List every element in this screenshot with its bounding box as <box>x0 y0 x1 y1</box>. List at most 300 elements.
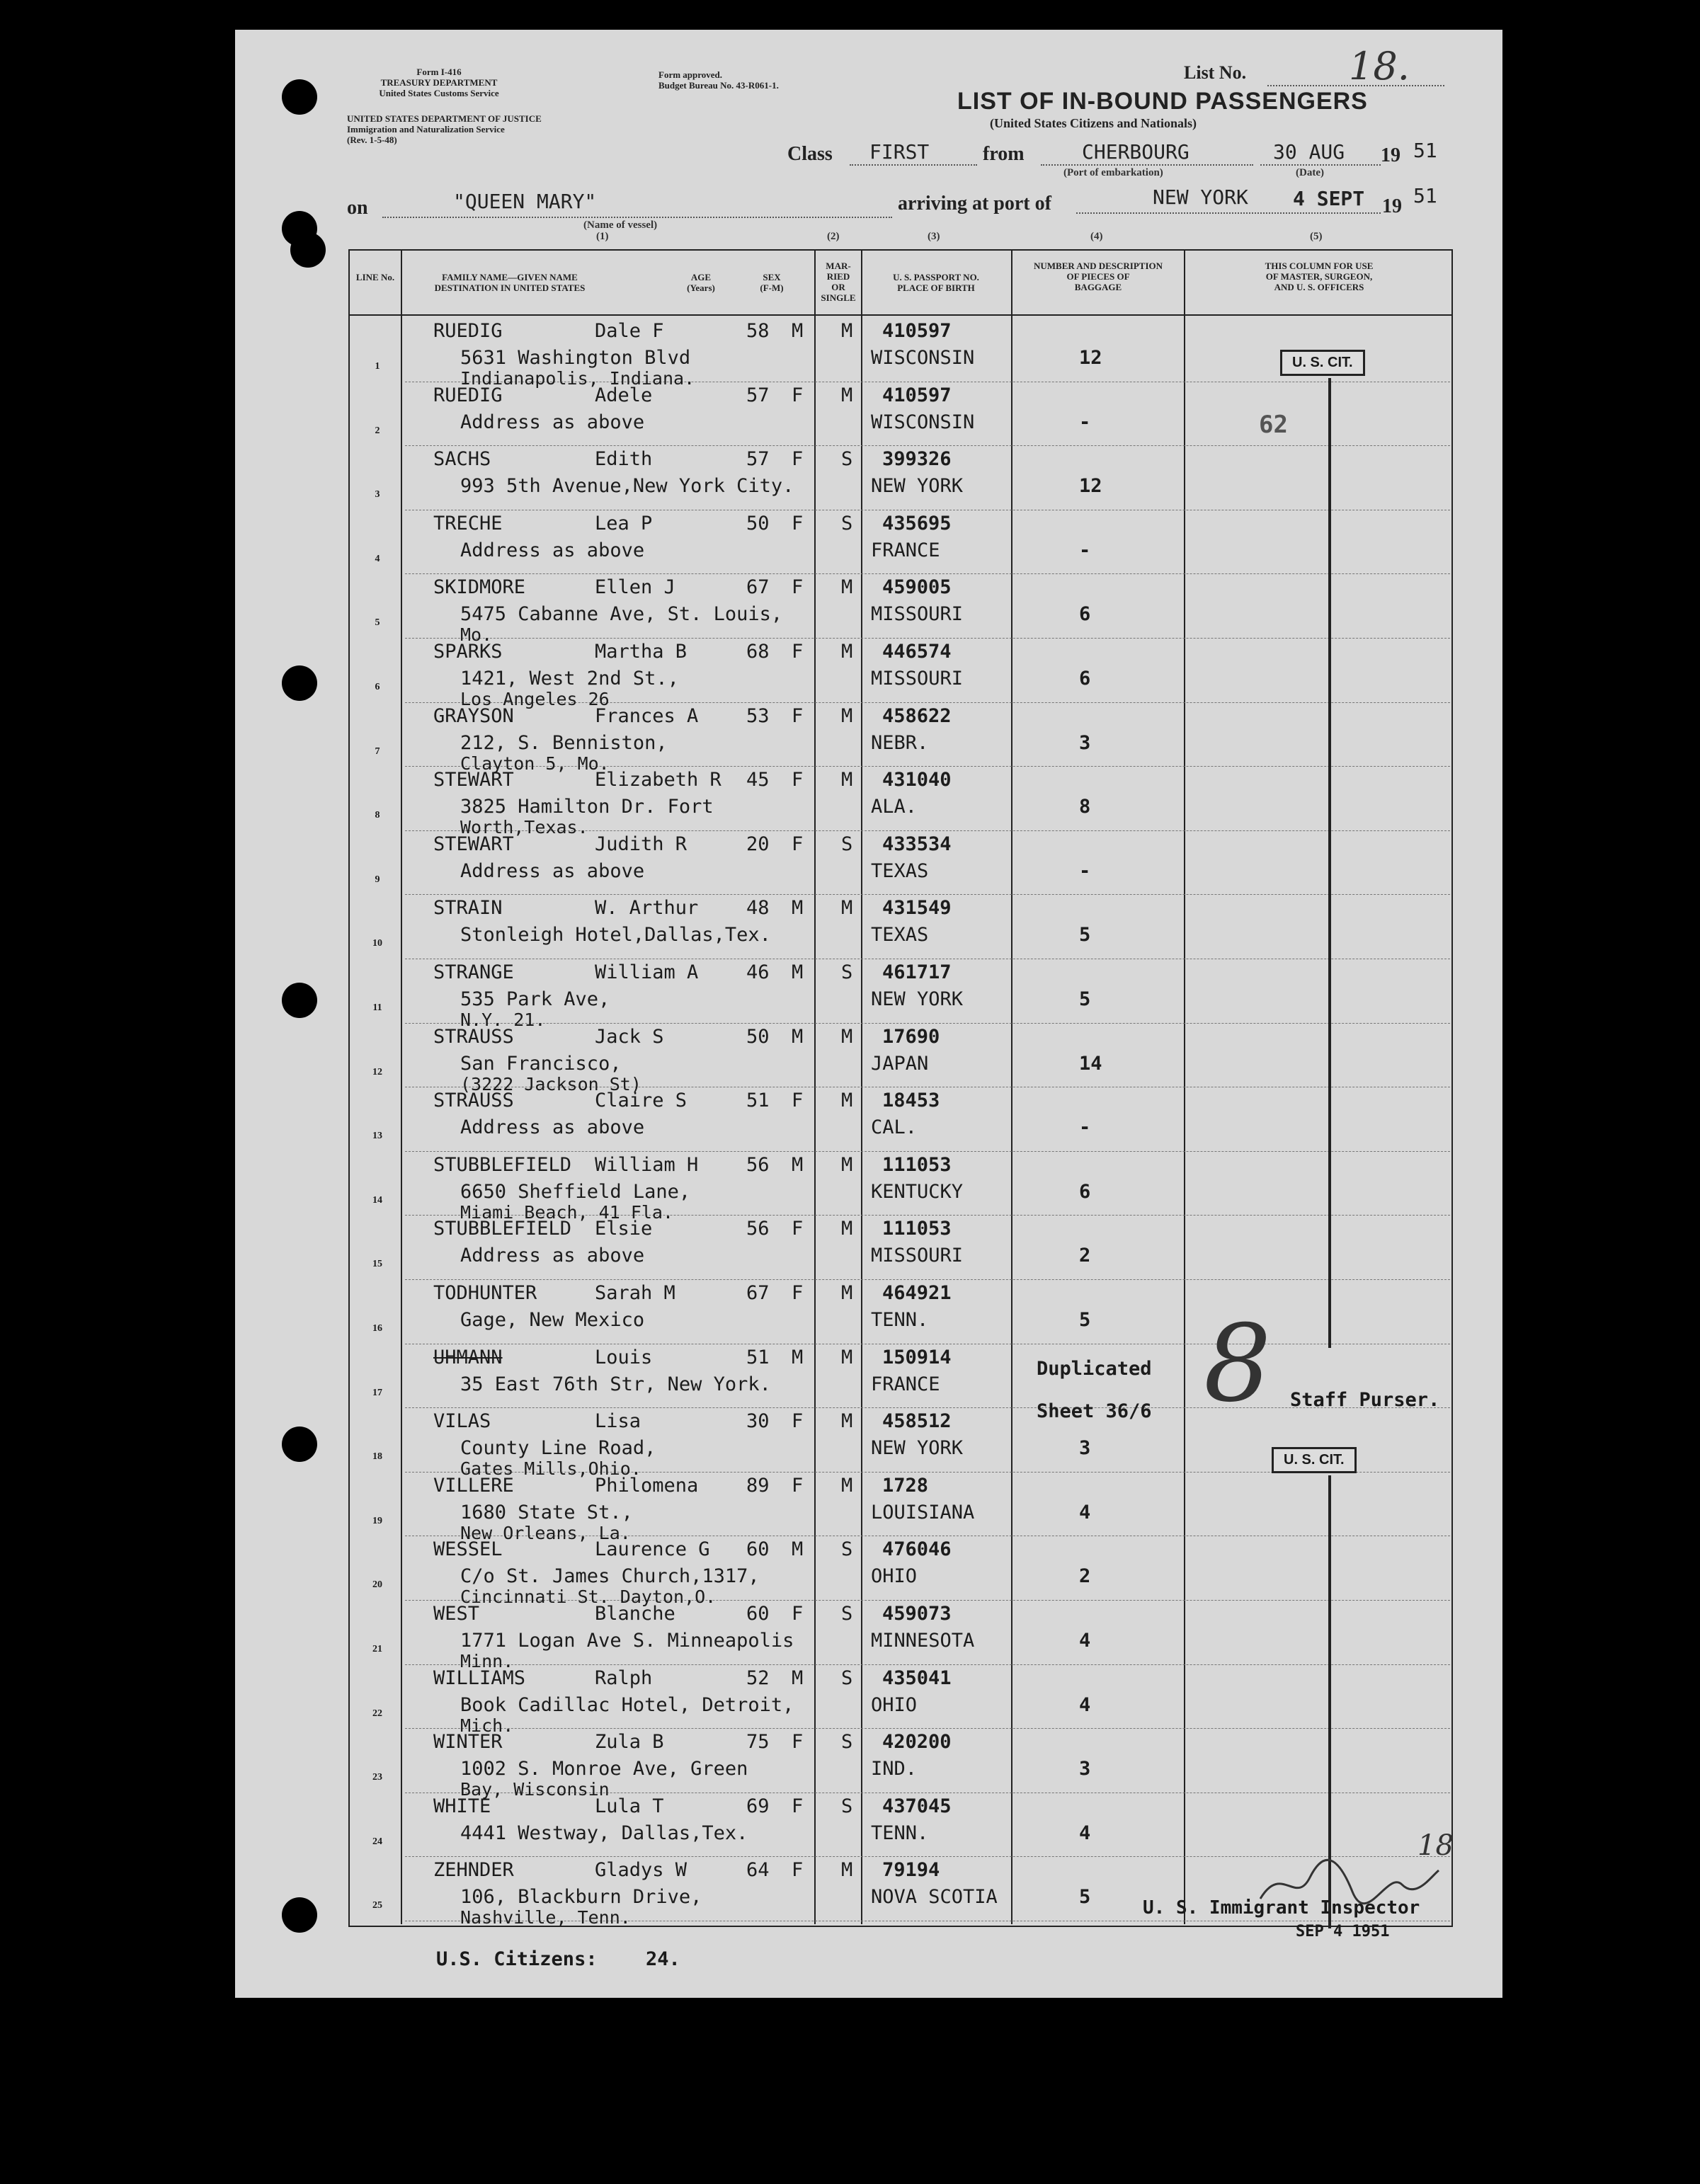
address-line-1: 106, Blackburn Drive, <box>460 1886 702 1909</box>
line-number: 24 <box>372 1836 382 1847</box>
family-name: TODHUNTER <box>433 1282 537 1304</box>
departure-year: 51 <box>1413 139 1437 162</box>
place-of-birth: NEW YORK <box>871 988 964 1010</box>
age: 69 <box>746 1795 770 1817</box>
address-line-2: Miami Beach, 41 Fla. <box>460 1201 674 1223</box>
given-name: Claire S <box>595 1090 688 1112</box>
departure-date: 30 AUG <box>1273 140 1345 164</box>
place-of-birth: OHIO <box>871 1565 918 1588</box>
marital-status: S <box>841 833 853 855</box>
given-name: Dale F <box>595 320 664 342</box>
year-prefix-arrival: 19 <box>1382 195 1402 217</box>
arriving-label: arriving at port of <box>898 193 1051 215</box>
line-number: 5 <box>375 617 380 629</box>
baggage-count: 5 <box>1079 1886 1091 1909</box>
marital-status: S <box>841 512 853 534</box>
sex: M <box>792 1153 804 1176</box>
baggage-count: - <box>1079 1116 1091 1139</box>
place-of-birth: CAL. <box>871 1116 918 1139</box>
given-name: Adele <box>595 384 653 406</box>
form-id-block <box>368 67 510 98</box>
sex: F <box>792 576 804 599</box>
col-num-3: (3) <box>928 231 940 242</box>
address-line-2: Indianapolis, Indiana. <box>460 368 695 389</box>
age: 75 <box>746 1731 770 1754</box>
arrival-year: 51 <box>1413 184 1437 207</box>
class-label: Class <box>787 143 833 165</box>
citizens-count: 24. <box>646 1948 680 1970</box>
customs-service: United States Customs Service <box>379 88 499 98</box>
inspector-label: U. S. Immigrant Inspector <box>1143 1897 1420 1919</box>
baggage-count: 6 <box>1079 603 1091 626</box>
marital-status: M <box>841 704 853 727</box>
col-header-passport: U. S. PASSPORT NO. PLACE OF BIRTH <box>893 272 979 293</box>
given-name: W. Arthur <box>595 897 699 920</box>
marital-status: S <box>841 1731 853 1754</box>
address-line-1: Stonleigh Hotel,Dallas,Tex. <box>460 924 771 947</box>
line-number: 3 <box>375 489 380 501</box>
passport-number: 458512 <box>882 1410 952 1433</box>
family-name: VILAS <box>433 1410 491 1433</box>
family-name: STRAIN <box>433 897 503 920</box>
line-number: 7 <box>375 745 380 757</box>
given-name: William A <box>595 961 699 983</box>
line-number: 18 <box>372 1451 382 1463</box>
given-name: Zula B <box>595 1731 664 1754</box>
baggage-count: 4 <box>1079 1693 1091 1716</box>
passport-number: 435041 <box>882 1666 952 1689</box>
address-line-1: 1771 Logan Ave S. Minneapolis <box>460 1630 794 1652</box>
age: 53 <box>746 704 770 727</box>
family-name: WEST <box>433 1603 480 1625</box>
date-caption: (Date) <box>1296 167 1324 178</box>
line-number: 1 <box>375 361 380 372</box>
address-line-1: 1002 S. Monroe Ave, Green <box>460 1758 748 1780</box>
given-name: Edith <box>595 448 653 471</box>
table-row <box>405 638 1450 639</box>
sex: M <box>792 1025 804 1048</box>
line-number: 21 <box>372 1644 382 1654</box>
place-of-birth: MISSOURI <box>871 668 964 690</box>
table-row <box>405 573 1450 574</box>
address-line-1: 1680 State St., <box>460 1501 633 1523</box>
marital-status: M <box>841 1474 853 1497</box>
address-line-1: 535 Park Ave, <box>460 988 610 1010</box>
baggage-count: 14 <box>1079 1052 1102 1075</box>
family-name: WHITE <box>433 1795 491 1817</box>
passport-number: 446574 <box>882 641 952 663</box>
family-name: SACHS <box>433 448 491 471</box>
place-of-birth: IND. <box>871 1758 918 1780</box>
revision: (Rev. 1-5-48) <box>347 135 397 145</box>
marital-status: M <box>841 1859 853 1882</box>
family-name: TRECHE <box>433 512 503 534</box>
family-name: ZEHNDER <box>433 1859 514 1882</box>
baggage-count: 5 <box>1079 988 1091 1010</box>
sex: F <box>792 1090 804 1112</box>
vessel-caption: (Name of vessel) <box>583 219 658 231</box>
given-name: Jack S <box>595 1025 664 1048</box>
marital-status: M <box>841 576 853 599</box>
passport-number: 410597 <box>882 384 952 406</box>
place-of-birth: JAPAN <box>871 1052 929 1075</box>
line-number: 10 <box>372 938 382 949</box>
passport-number: 431549 <box>882 897 952 920</box>
address-line-1: Address as above <box>460 1245 645 1267</box>
punch-hole <box>282 983 317 1018</box>
family-name: RUEDIG <box>433 384 503 406</box>
table-row <box>405 1664 1450 1665</box>
line-number: 9 <box>375 874 380 885</box>
line-number: 4 <box>375 553 380 564</box>
sex: F <box>792 833 804 855</box>
baggage-count: 8 <box>1079 796 1091 818</box>
baggage-count: 6 <box>1079 1180 1091 1203</box>
arrival-date: 4 SEPT <box>1293 187 1365 210</box>
address-line-2: (3222 Jackson St) <box>460 1073 641 1094</box>
sex: M <box>792 961 804 983</box>
place-of-birth: KENTUCKY <box>871 1180 964 1203</box>
line-number: 19 <box>372 1515 382 1526</box>
line-number: 13 <box>372 1131 382 1142</box>
col-num-1: (1) <box>596 231 609 242</box>
given-name: Judith R <box>595 833 688 855</box>
age: 20 <box>746 833 770 855</box>
age: 51 <box>746 1346 770 1368</box>
punch-hole <box>282 1427 317 1462</box>
given-name: Lula T <box>595 1795 664 1817</box>
marital-status: M <box>841 1153 853 1176</box>
inspector-signature <box>1253 1849 1444 1913</box>
marital-status: M <box>841 1346 853 1368</box>
family-name: VILLERE <box>433 1474 514 1497</box>
count-62: 62 <box>1259 411 1288 439</box>
baggage-count: 3 <box>1079 1758 1091 1780</box>
marital-status: S <box>841 1603 853 1625</box>
family-name: RUEDIG <box>433 320 503 342</box>
place-of-birth: TEXAS <box>871 859 929 882</box>
inspector-date: SEP 4 1951 <box>1296 1923 1390 1940</box>
passport-number: 420200 <box>882 1731 952 1754</box>
given-name: Lisa <box>595 1410 641 1433</box>
address-line-1: 1421, West 2nd St., <box>460 668 679 690</box>
col-header-baggage: NUMBER AND DESCRIPTION OF PIECES OF BAGGAGE <box>1033 261 1163 292</box>
passport-number: 17690 <box>882 1025 940 1048</box>
place-of-birth: TENN. <box>871 1822 929 1844</box>
marital-status: M <box>841 897 853 920</box>
age: 50 <box>746 1025 770 1048</box>
passport-number: 18453 <box>882 1090 940 1112</box>
age: 30 <box>746 1410 770 1433</box>
passport-number: 437045 <box>882 1795 952 1817</box>
ins-service: Immigration and Naturalization Service <box>347 124 505 135</box>
address-line-2: New Orleans, La. <box>460 1522 631 1543</box>
family-name: STRANGE <box>433 961 514 983</box>
given-name: Martha B <box>595 641 688 663</box>
place-of-birth: MINNESOTA <box>871 1630 975 1652</box>
col-header-married: MAR- RIED OR SINGLE <box>821 261 856 303</box>
sex: F <box>792 1218 804 1240</box>
place-of-birth: WISCONSIN <box>871 411 975 433</box>
address-line-1: 6650 Sheffield Lane, <box>460 1180 691 1203</box>
baggage-count: - <box>1079 539 1091 561</box>
baggage-count: - <box>1079 859 1091 882</box>
address-line-1: Address as above <box>460 1116 645 1139</box>
line-number: 22 <box>372 1708 382 1719</box>
family-name: STUBBLEFIELD <box>433 1153 572 1176</box>
passport-number: 435695 <box>882 512 952 534</box>
marital-status: M <box>841 769 853 791</box>
address-line-2: Minn. <box>460 1651 514 1671</box>
family-name: STEWART <box>433 769 514 791</box>
line-number: 23 <box>372 1772 382 1783</box>
age: 68 <box>746 641 770 663</box>
address-line-1: San Francisco, <box>460 1052 622 1075</box>
age: 57 <box>746 448 770 471</box>
age: 64 <box>746 1859 770 1882</box>
sex: F <box>792 1474 804 1497</box>
col-num-2: (2) <box>827 231 840 242</box>
passport-number: 459005 <box>882 576 952 599</box>
passport-number: 459073 <box>882 1603 952 1625</box>
punch-hole <box>282 665 317 701</box>
approval-block <box>658 69 779 91</box>
age: 56 <box>746 1218 770 1240</box>
marital-status: M <box>841 641 853 663</box>
family-name: WILLIAMS <box>433 1666 526 1689</box>
age: 60 <box>746 1603 770 1625</box>
sex: F <box>792 704 804 727</box>
family-name: STEWART <box>433 833 514 855</box>
sex: F <box>792 384 804 406</box>
citizens-label: U.S. Citizens: <box>436 1948 598 1970</box>
col-num-5: (5) <box>1310 231 1323 242</box>
sex: F <box>792 1410 804 1433</box>
punch-hole <box>290 232 326 268</box>
passport-number: 1728 <box>882 1474 929 1497</box>
marital-status: M <box>841 1282 853 1304</box>
sex: M <box>792 897 804 920</box>
given-name: Gladys W <box>595 1859 688 1882</box>
baggage-count: 12 <box>1079 475 1102 498</box>
line-number: 6 <box>375 682 380 692</box>
family-name: STRAUSS <box>433 1090 514 1112</box>
passport-number: 79194 <box>882 1859 940 1882</box>
age: 45 <box>746 769 770 791</box>
place-of-birth: TENN. <box>871 1309 929 1331</box>
justice-block <box>347 113 658 145</box>
age: 50 <box>746 512 770 534</box>
passport-number: 461717 <box>882 961 952 983</box>
marital-status: S <box>841 1666 853 1689</box>
place-of-birth: OHIO <box>871 1693 918 1716</box>
marital-status: M <box>841 1410 853 1433</box>
passport-number: 111053 <box>882 1153 952 1176</box>
line-number: 25 <box>372 1900 382 1911</box>
address-line-1: 212, S. Benniston, <box>460 731 668 754</box>
address-line-1: Gage, New Mexico <box>460 1309 645 1331</box>
address-line-2: Gates Mills,Ohio. <box>460 1458 641 1480</box>
place-of-birth: NOVA SCOTIA <box>871 1886 998 1909</box>
passport-number: 410597 <box>882 320 952 342</box>
place-of-birth: MISSOURI <box>871 1245 964 1267</box>
table-row <box>405 1151 1450 1152</box>
marital-status: M <box>841 1218 853 1240</box>
family-name: GRAYSON <box>433 704 514 727</box>
passport-number: 476046 <box>882 1538 952 1561</box>
address-line-2: Bay, Wisconsin <box>460 1779 610 1800</box>
sex: F <box>792 1795 804 1817</box>
sex: M <box>792 1538 804 1561</box>
address-line-2: Worth,Texas. <box>460 817 588 838</box>
family-name: SKIDMORE <box>433 576 526 599</box>
handwritten-8: 8 <box>1204 1303 1272 1426</box>
line-number: 11 <box>372 1002 382 1013</box>
address-line-1: Book Cadillac Hotel, Detroit, <box>460 1693 794 1716</box>
given-name: Louis <box>595 1346 653 1368</box>
budget-bureau: Budget Bureau No. 43-R061-1. <box>658 80 779 91</box>
address-line-2: Los Angeles 26 <box>460 689 610 709</box>
age: 52 <box>746 1666 770 1689</box>
baggage-count: 3 <box>1079 1437 1091 1460</box>
col-header-name: FAMILY NAME—GIVEN NAME DESTINATION IN UNITED STATES <box>434 272 586 293</box>
line-number: 2 <box>375 425 380 436</box>
sex: M <box>792 1666 804 1689</box>
baggage-count: 4 <box>1079 1822 1091 1844</box>
given-name: Blanche <box>595 1603 675 1625</box>
address-line-1: Address as above <box>460 539 645 561</box>
age: 56 <box>746 1153 770 1176</box>
address-line-1: Address as above <box>460 411 645 433</box>
sex: F <box>792 1731 804 1754</box>
page-mark: 18 <box>1417 1829 1454 1862</box>
given-name: William H <box>595 1153 699 1176</box>
treasury-dept: TREASURY DEPARTMENT <box>380 77 498 88</box>
address-line-2: N.Y. 21. <box>460 1010 546 1030</box>
age: 46 <box>746 961 770 983</box>
passport-number: 464921 <box>882 1282 952 1304</box>
age: 48 <box>746 897 770 920</box>
given-name: Sarah M <box>595 1282 675 1304</box>
place-of-birth: TEXAS <box>871 924 929 947</box>
us-cit-stamp: U. S. CIT. <box>1280 350 1365 376</box>
year-prefix-depart: 19 <box>1381 144 1400 166</box>
age: 57 <box>746 384 770 406</box>
sex: M <box>792 320 804 342</box>
table-row <box>405 445 1450 446</box>
place-of-birth: NEW YORK <box>871 1437 964 1460</box>
vessel-name: "QUEEN MARY" <box>453 190 597 213</box>
list-no-value: 18. <box>1349 44 1410 88</box>
passport-number: 431040 <box>882 769 952 791</box>
age: 67 <box>746 576 770 599</box>
passport-number: 111053 <box>882 1218 952 1240</box>
given-name: Ellen J <box>595 576 675 599</box>
line-number: 12 <box>372 1066 382 1077</box>
baggage-count: 2 <box>1079 1245 1091 1267</box>
passport-number: 458622 <box>882 704 952 727</box>
marital-status: S <box>841 1795 853 1817</box>
class-value: FIRST <box>869 140 930 164</box>
marital-status: M <box>841 1090 853 1112</box>
col-header-officers: THIS COLUMN FOR USE OF MASTER, SURGEON, AND U. S. OFFICERS <box>1265 261 1374 292</box>
col-header-line-no: LINE No. <box>355 272 395 282</box>
address-line-2: Clayton 5, Mo. <box>460 753 610 774</box>
sex: F <box>792 1859 804 1882</box>
age: 89 <box>746 1474 770 1497</box>
table-row <box>405 1728 1450 1729</box>
punch-hole <box>282 1897 317 1933</box>
sex: F <box>792 1282 804 1304</box>
marital-status: S <box>841 961 853 983</box>
sex: F <box>792 1603 804 1625</box>
given-name: Frances A <box>595 704 699 727</box>
family-name: WINTER <box>433 1731 503 1754</box>
given-name: Elizabeth R <box>595 769 721 791</box>
embark-caption: (Port of embarkation) <box>1063 167 1163 178</box>
address-line-1: Address as above <box>460 859 645 882</box>
passport-number: 399326 <box>882 448 952 471</box>
address-line-2: Nashville, Tenn. <box>460 1907 631 1928</box>
address-line-1: 3825 Hamilton Dr. Fort <box>460 796 714 818</box>
address-line-1: 5475 Cabanne Ave, St. Louis, <box>460 603 783 626</box>
address-line-1: C/o St. James Church,1317, <box>460 1565 760 1588</box>
address-line-1: County Line Road, <box>460 1437 656 1460</box>
col-header-age: AGE (Years) <box>687 272 715 293</box>
port-of-arrival: NEW YORK <box>1153 185 1248 209</box>
age: 60 <box>746 1538 770 1561</box>
baggage-count: - <box>1079 411 1091 433</box>
marital-status: S <box>841 448 853 471</box>
line-number: 17 <box>372 1387 382 1398</box>
address-line-2: Mich. <box>460 1715 514 1736</box>
place-of-birth: FRANCE <box>871 539 940 561</box>
table-row <box>405 894 1450 895</box>
given-name: Elsie <box>595 1218 653 1240</box>
baggage-count: 4 <box>1079 1630 1091 1652</box>
address-line-1: 4441 Westway, Dallas,Tex. <box>460 1822 748 1844</box>
list-subtitle: (United States Citizens and Nationals) <box>990 116 1197 130</box>
age: 51 <box>746 1090 770 1112</box>
address-line-1: 35 East 76th Str, New York. <box>460 1373 771 1395</box>
given-name: Ralph <box>595 1666 653 1689</box>
family-name: WESSEL <box>433 1538 503 1561</box>
address-line-2: Cincinnati St. Dayton,O. <box>460 1586 717 1608</box>
form-approved: Form approved. <box>658 69 723 80</box>
address-line-2: Mo. <box>460 624 493 646</box>
table-row <box>405 1023 1450 1024</box>
baggage-count: 2 <box>1079 1565 1091 1588</box>
family-name: SPARKS <box>433 641 503 663</box>
from-label: from <box>983 143 1025 165</box>
line-number: 8 <box>375 810 380 821</box>
us-cit-stamp-2: U. S. CIT. <box>1272 1447 1357 1473</box>
sex: M <box>792 1346 804 1368</box>
family-name: STRAUSS <box>433 1025 514 1048</box>
place-of-birth: ALA. <box>871 796 918 818</box>
sex: F <box>792 448 804 471</box>
list-no-label: List No. <box>1184 62 1247 83</box>
line-number: 15 <box>372 1259 382 1270</box>
baggage-count: 5 <box>1079 1309 1091 1331</box>
list-title: LIST OF IN-BOUND PASSENGERS <box>957 88 1368 115</box>
on-label: on <box>347 197 368 219</box>
place-of-birth: NEBR. <box>871 731 929 754</box>
line-number: 20 <box>372 1579 382 1591</box>
col-num-4: (4) <box>1090 231 1103 242</box>
place-of-birth: MISSOURI <box>871 603 964 626</box>
punch-hole <box>282 79 317 115</box>
